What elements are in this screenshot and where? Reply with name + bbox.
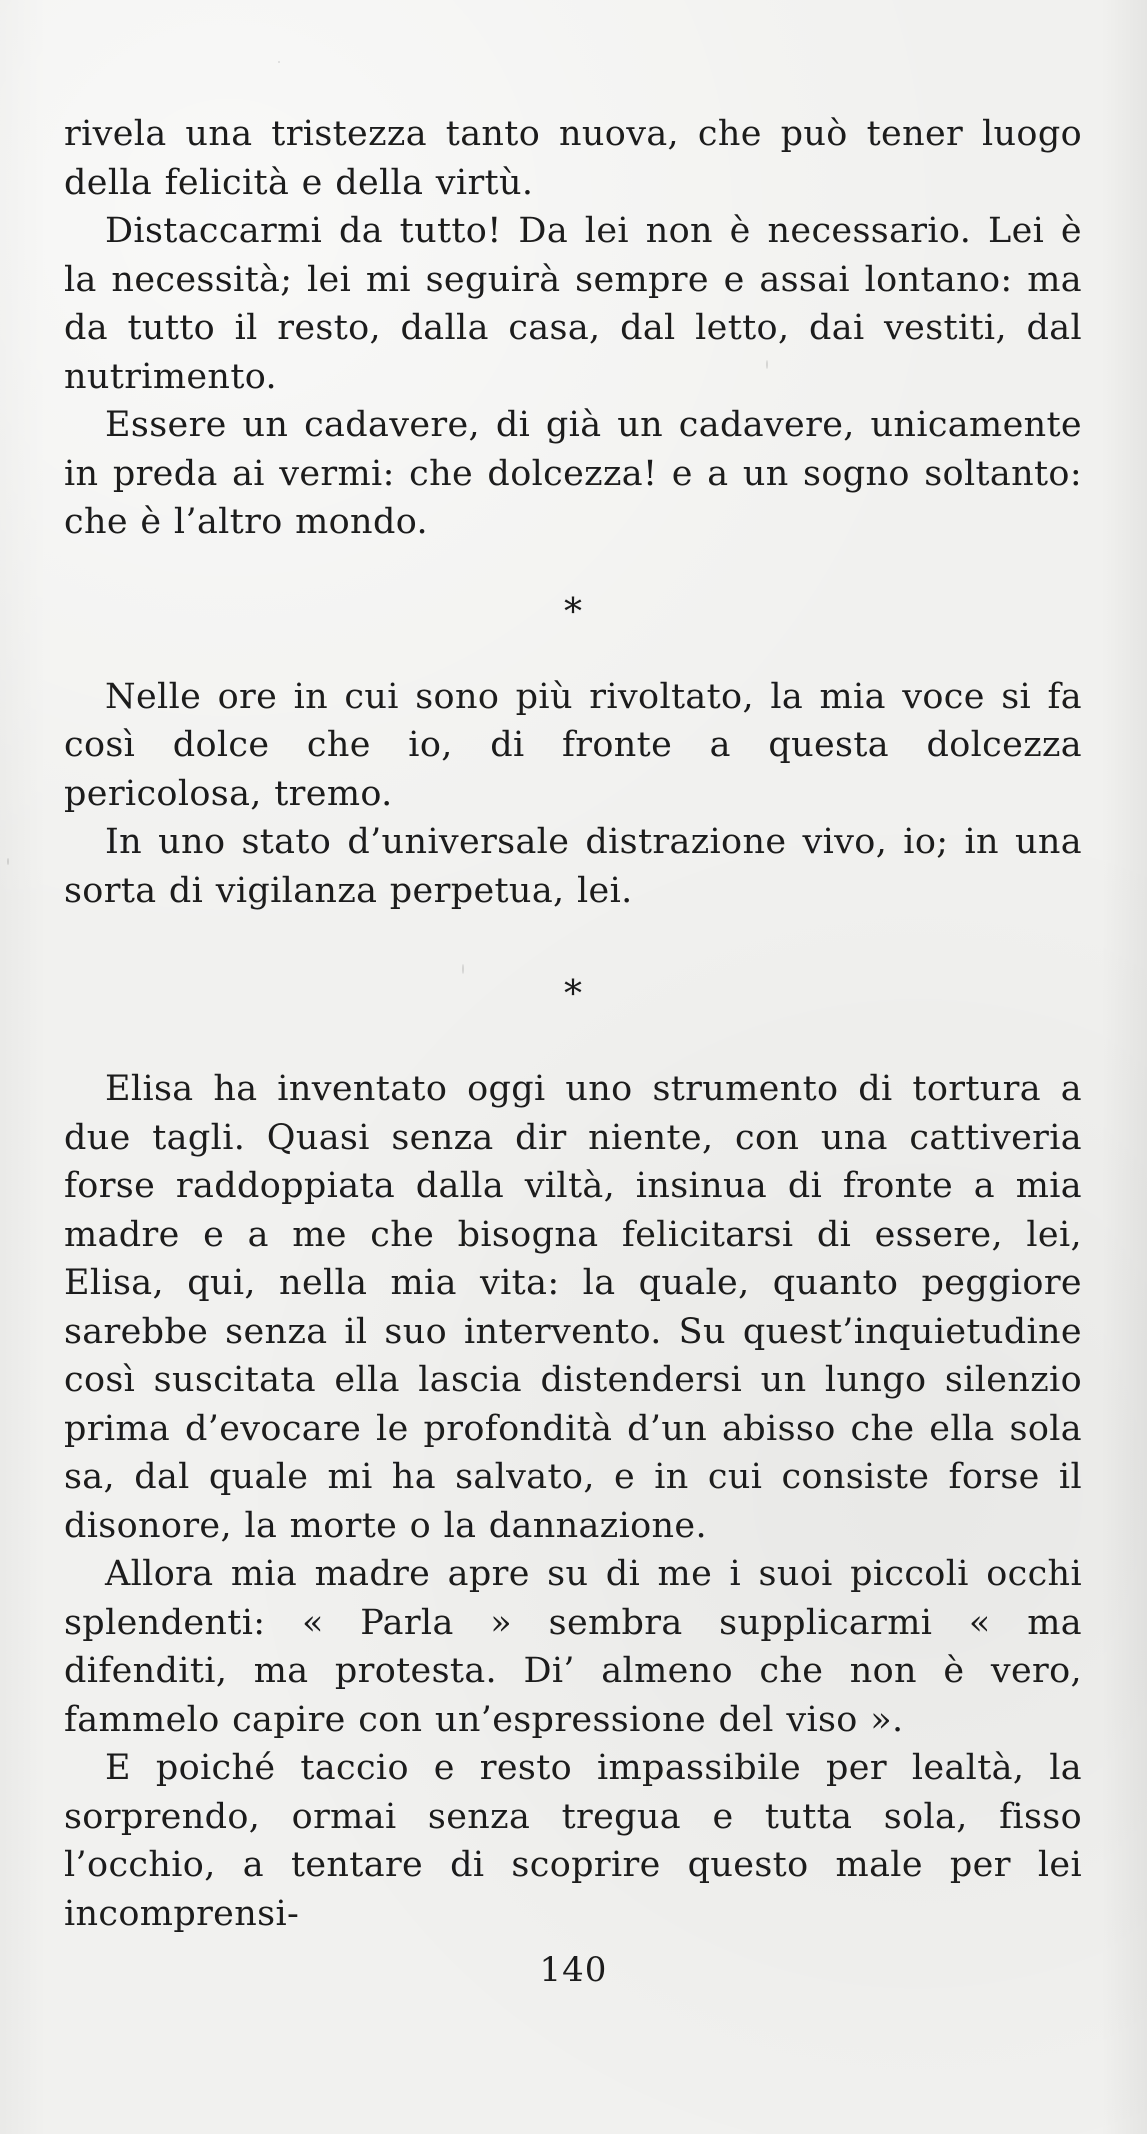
paragraph-elisa: Elisa ha inventato oggi uno strumento di tortura a due tagli. Quasi senza dir niente, con una cattiveria forse raddoppiata dalla viltà, insinua di fronte a mia madre e a me che bisogna felicitarsi di essere, lei, Elisa, qui, nella mia vita: la quale, quanto peggiore sarebbe senza il suo intervento. Su quest’inquietudine così suscitata ella lascia distendersi un lungo silenzio prima d’evocare le profondità d’un abisso che ella sola sa, dal quale mi ha salvato, e in cui consiste forse il disonore, la morte o la dannazione.	[64, 1069, 1082, 1546]
paragraph-allora-mia-madre: Allora mia madre apre su di me i suoi piccoli occhi splendenti: « Parla » sembra supplicarmi « ma difenditi, ma protesta. Di’ almeno che non è vero, fammelo capire con un’espressione del viso ».	[64, 1554, 1082, 1740]
section-separator: *	[564, 974, 582, 1015]
paragraph-in-uno-stato: In uno stato d’universale distrazione vivo, io; in una sorta di vigilanza perpetua, lei.	[64, 822, 1082, 911]
paper-speck	[7, 858, 9, 865]
paragraph-continuation: rivela una tristezza tanto nuova, che può tener luogo della felicità e della virtù.	[64, 114, 1082, 203]
paragraph-nelle-ore: Nelle ore in cui sono più rivoltato, la mia voce si fa così dolce che io, di fronte a questa dolcezza pericolosa, tremo.	[64, 676, 1082, 814]
section-separator: *	[564, 591, 582, 633]
page-number: 140	[539, 1950, 608, 1990]
paragraph-e-poiche: E poiché taccio e resto impassibile per lealtà, la sorprendo, ormai senza tregua e tutta sola, fisso l’occhio, a tentare di scoprire questo male per lei incomprensi-	[64, 1748, 1082, 1934]
paper-speck	[278, 61, 280, 63]
paragraph-essere-un-cadavere: Essere un cadavere, di già un cadavere, unicamente in preda ai vermi: che dolcezza! e a un sogno soltanto: che è l’altro mondo.	[64, 405, 1082, 542]
page-text	[64, 110, 1082, 1938]
paragraph-distaccarmi: Distaccarmi da tutto! Da lei non è necessario. Lei è la necessità; lei mi seguirà sempre e assai lontano: ma da tutto il resto, dalla casa, dal letto, dai vestiti, dal nutrimento.	[64, 211, 1082, 397]
